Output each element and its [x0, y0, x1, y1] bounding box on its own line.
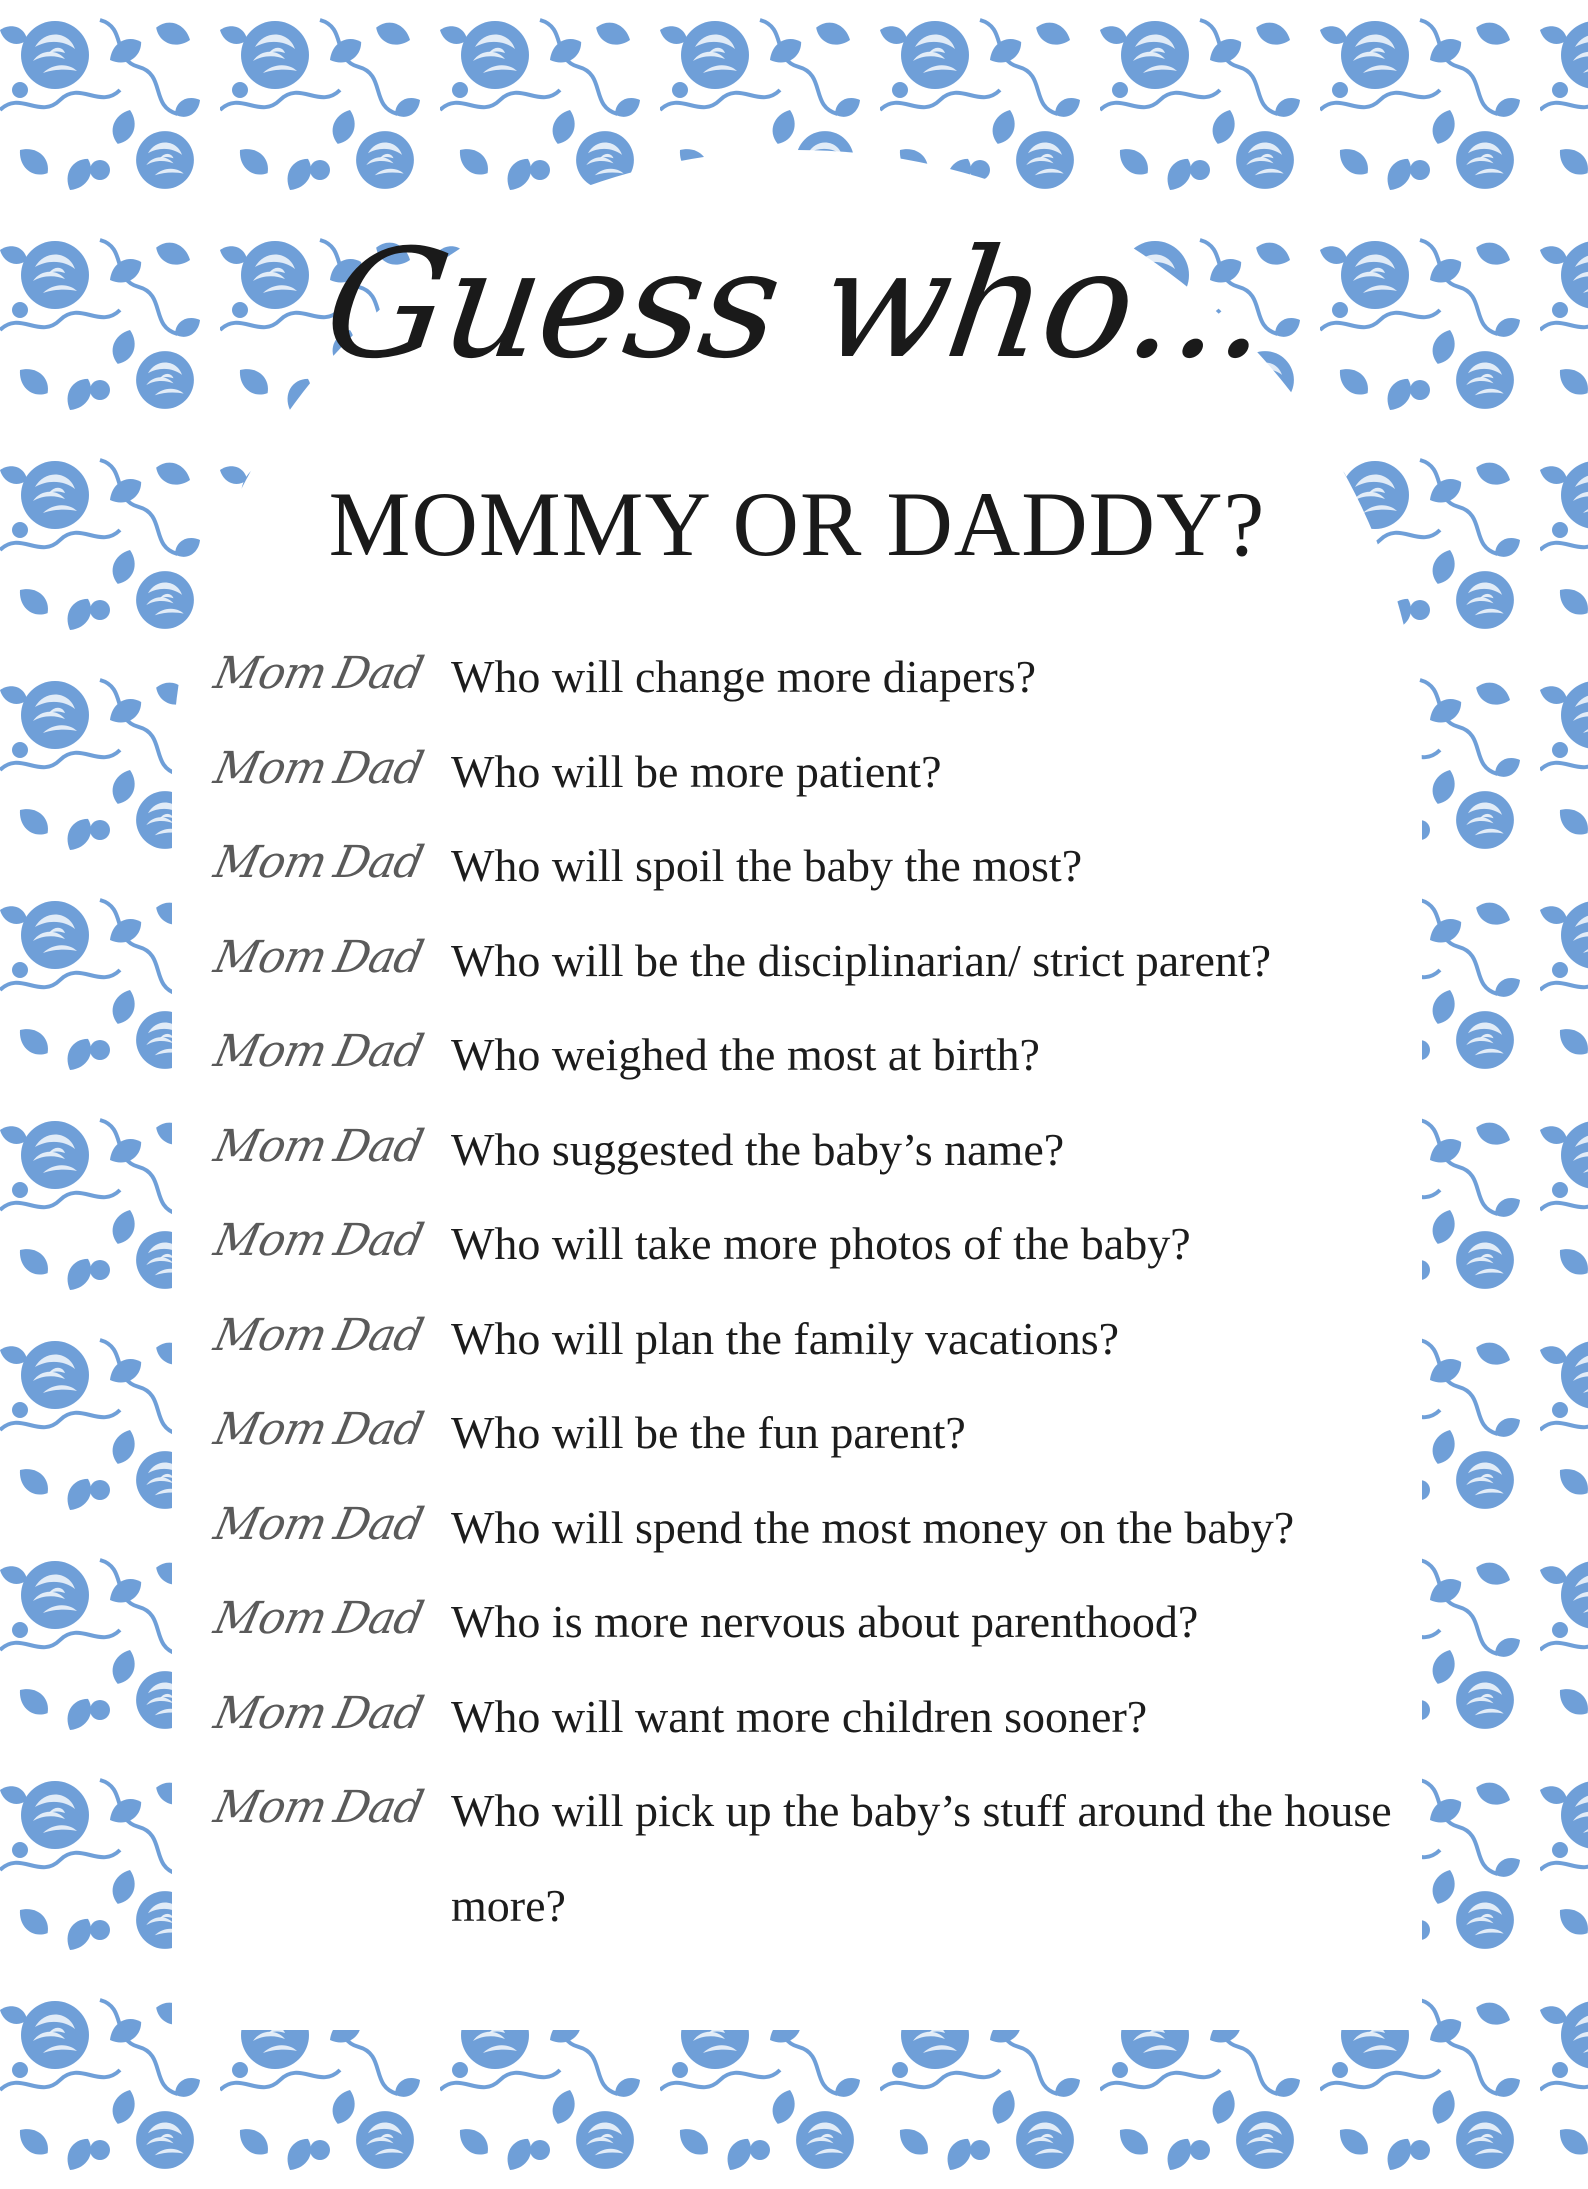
question-row	[209, 829, 1415, 924]
question-row	[209, 1207, 1415, 1302]
question-text: Who suggested the baby’s name?	[451, 1123, 1065, 1175]
question-text: Who will change more diapers?	[451, 651, 1036, 702]
dad-option[interactable]: Dad	[329, 1215, 428, 1266]
mom-option[interactable]: Mom	[209, 1498, 331, 1550]
dad-option[interactable]: Dad	[329, 648, 428, 699]
mom-option[interactable]: Mom	[209, 1120, 331, 1172]
dad-option[interactable]: Dad	[329, 1404, 428, 1455]
dad-option[interactable]: Dad	[329, 1498, 428, 1550]
question-text: Who will pick up the baby’s stuff around the house more?	[451, 1785, 1392, 1931]
question-text: Who is more nervous about parenthood?	[451, 1596, 1199, 1647]
question-text: Who will take more photos of the baby?	[451, 1218, 1191, 1269]
question-text: Who will want more children sooner?	[451, 1690, 1148, 1742]
question-list	[209, 640, 1415, 1931]
mom-option[interactable]: Mom	[209, 742, 331, 794]
page-title: MOMMY OR DADDY?	[328, 473, 1266, 575]
mom-option[interactable]: Mom	[209, 1026, 331, 1077]
mom-option[interactable]: Mom	[209, 1687, 331, 1739]
question-row	[209, 640, 1415, 735]
question-row	[209, 1302, 1415, 1397]
question-text: Who will be more patient?	[451, 745, 942, 797]
dad-option[interactable]: Dad	[329, 931, 428, 983]
question-row	[209, 924, 1415, 1019]
question-text: Who will be the fun parent?	[451, 1407, 966, 1458]
question-row	[209, 1491, 1415, 1586]
script-title: Guess who...	[315, 218, 1279, 392]
dad-option[interactable]: Dad	[329, 742, 428, 794]
mom-option[interactable]: Mom	[209, 1404, 331, 1455]
question-row	[209, 1774, 1415, 1931]
dad-option[interactable]: Dad	[329, 1026, 428, 1077]
mom-option[interactable]: Mom	[209, 1215, 331, 1266]
question-text: Who will spoil the baby the most?	[451, 840, 1083, 891]
dad-option[interactable]: Dad	[329, 837, 428, 888]
question-text: Who will plan the family vacations?	[451, 1312, 1120, 1364]
mom-option[interactable]: Mom	[209, 1593, 331, 1644]
question-row	[209, 1585, 1415, 1680]
dad-option[interactable]: Dad	[329, 1687, 428, 1739]
question-text: Who weighed the most at birth?	[451, 1029, 1040, 1080]
question-row	[209, 735, 1415, 830]
mom-option[interactable]: Mom	[209, 1309, 331, 1361]
dad-option[interactable]: Dad	[329, 1593, 428, 1644]
mom-option[interactable]: Mom	[209, 837, 331, 888]
mom-option[interactable]: Mom	[209, 931, 331, 983]
dad-option[interactable]: Dad	[329, 1309, 428, 1361]
question-row	[209, 1018, 1415, 1113]
question-row	[209, 1113, 1415, 1208]
question-row	[209, 1396, 1415, 1491]
question-text: Who will spend the most money on the baby?	[451, 1501, 1295, 1553]
mom-option[interactable]: Mom	[209, 1782, 331, 1833]
dad-option[interactable]: Dad	[329, 1782, 428, 1833]
dad-option[interactable]: Dad	[329, 1120, 428, 1172]
question-text: Who will be the disciplinarian/ strict parent?	[451, 934, 1272, 986]
question-row	[209, 1680, 1415, 1775]
mom-option[interactable]: Mom	[209, 648, 331, 699]
